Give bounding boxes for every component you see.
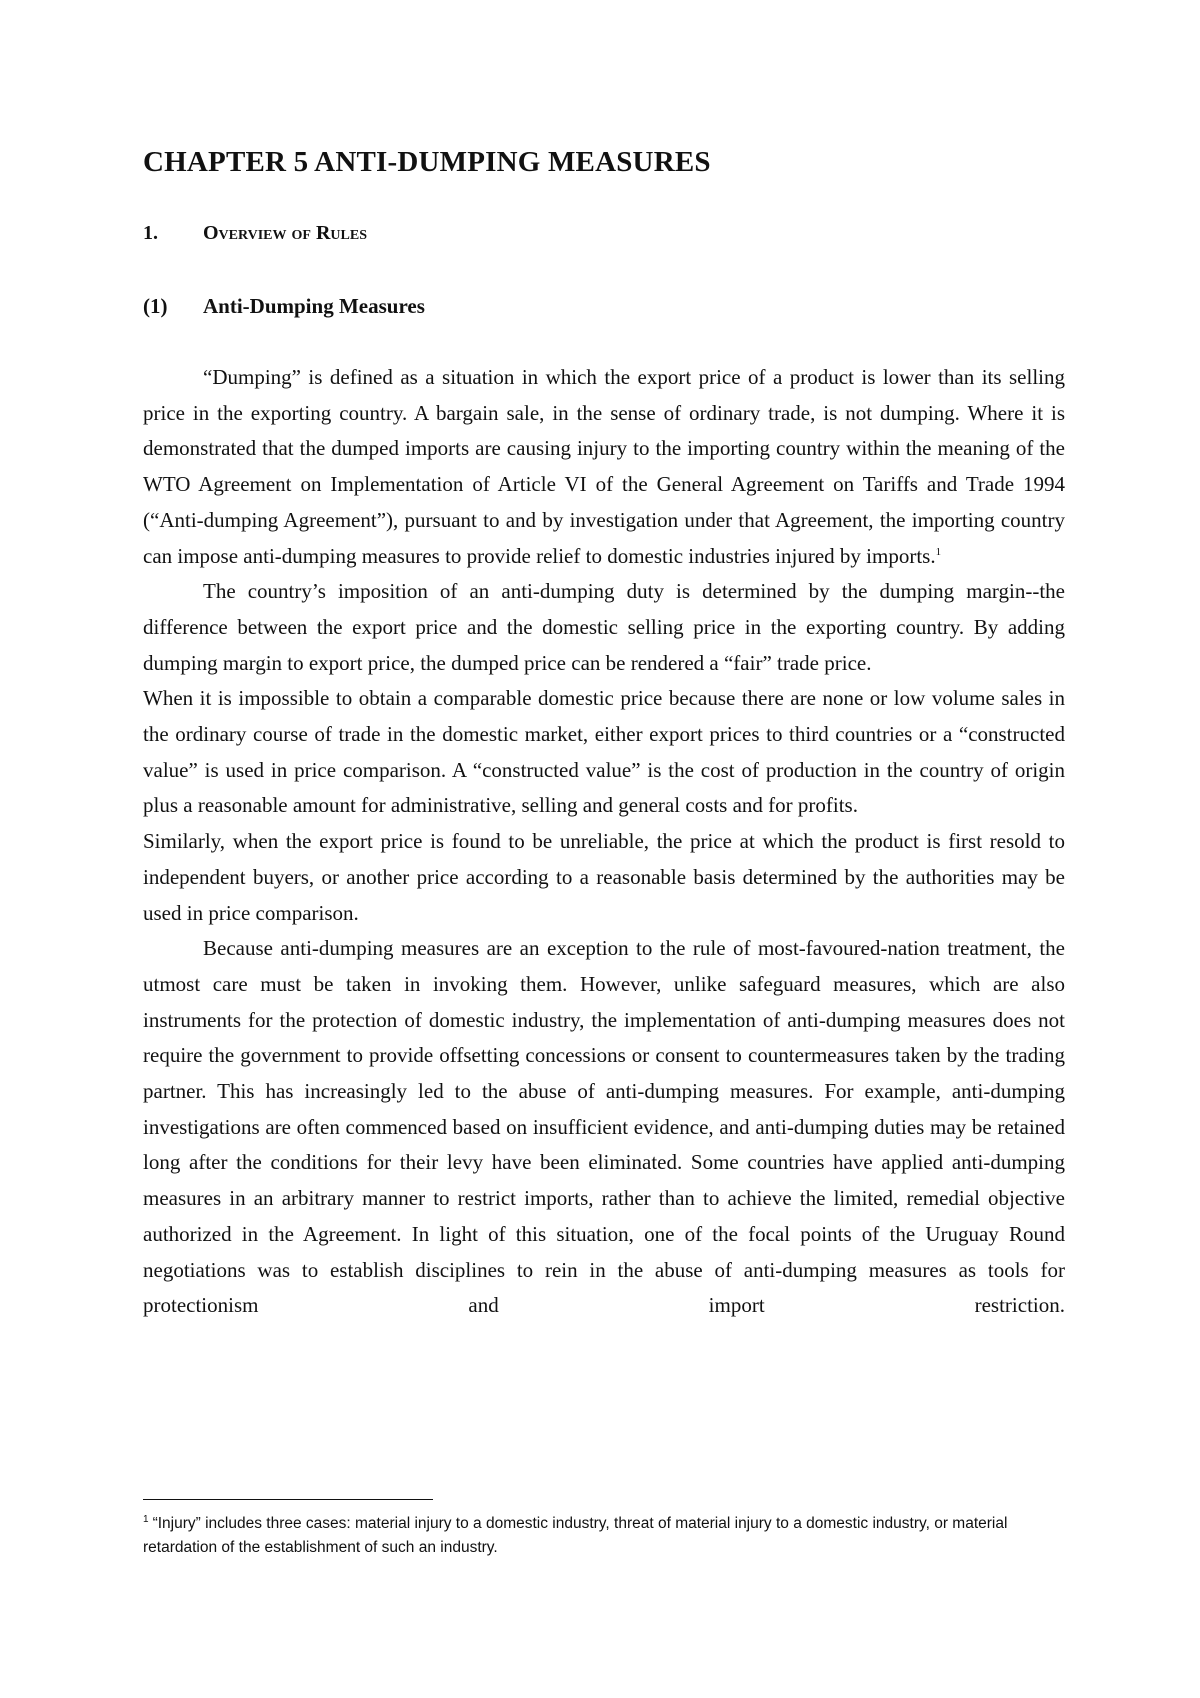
footnote-text: “Injury” includes three cases: material injury to a domestic industry, threat of material injury to a domestic industry, or material retardation of the establishment of such an industry.: [143, 1515, 1008, 1556]
section-heading: [143, 222, 367, 245]
paragraph-unreliable-export-price: Similarly, when the export price is found to be unreliable, the price at which the product is first resold to independent buyers, or another price according to a reasonable basis determined by the authorities may be used in price comparison.: [143, 829, 1065, 925]
footnote-separator: [143, 1499, 433, 1500]
subsection-heading: [143, 294, 425, 319]
footnote-reference[interactable]: 1: [935, 545, 942, 558]
section-title: Overview of Rules: [203, 222, 367, 244]
chapter-title: CHAPTER 5 ANTI-DUMPING MEASURES: [143, 146, 711, 178]
subsection-number: (1): [143, 294, 168, 318]
subsection-title: Anti-Dumping Measures: [203, 294, 425, 318]
paragraph-text: “Dumping” is defined as a situation in which the export price of a product is lower than its selling price in the exporting country. A bargain sale, in the sense of ordinary trade, is not dumping. Where it is demonstrated that the dumped imports are causing injury to the importing country within the meaning of the WTO Agreement on Implementation of Article VI of the General Agreement on Tariffs and Trade 1994 (“Anti-dumping Agreement”), pursuant to and by investigation under that Agreement, the importing country can impose anti-dumping measures to provide relief to domestic industries injured by imports.: [143, 365, 1065, 568]
footnote-mark: 1: [143, 1513, 149, 1525]
body-text: [143, 360, 1065, 1324]
paragraph-abuse-of-measures: Because anti-dumping measures are an exception to the rule of most-favoured-nation treatment, the utmost care must be taken in invoking them. However, unlike safeguard measures, which are also instruments for the protection of domestic industry, the implementation of anti-dumping measures does not require the government to provide offsetting concessions or consent to countermeasures taken by the trading partner. This has increasingly led to the abuse of anti-dumping measures. For example, anti-dumping investigations are often commenced based on insufficient evidence, and anti-dumping duties may be retained long after the conditions for their levy have been eliminated. Some countries have applied anti-dumping measures in an arbitrary manner to restrict imports, rather than to achieve the limited, remedial objective authorized in the Agreement. In light of this situation, one of the focal points of the Uruguay Round negotiations was to establish disciplines to rein in the abuse of anti-dumping measures as tools for protectionism and import restriction.: [143, 936, 1065, 1318]
paragraph-dumping-definition: [143, 360, 1065, 574]
footnote: [143, 1512, 1065, 1560]
paragraph-constructed-value: When it is impossible to obtain a comparable domestic price because there are none or low volume sales in the ordinary course of trade in the domestic market, either export prices to third countries or a “constructed value” is used in price comparison. A “constructed value” is the cost of production in the country of origin plus a reasonable amount for administrative, selling and general costs and for profits.: [143, 686, 1065, 818]
paragraph-dumping-margin: The country’s imposition of an anti-dumping duty is determined by the dumping margin--the difference between the export price and the domestic selling price in the exporting country. By adding dumping margin to export price, the dumped price can be rendered a “fair” trade price.: [143, 579, 1065, 675]
section-number: 1.: [143, 222, 158, 244]
